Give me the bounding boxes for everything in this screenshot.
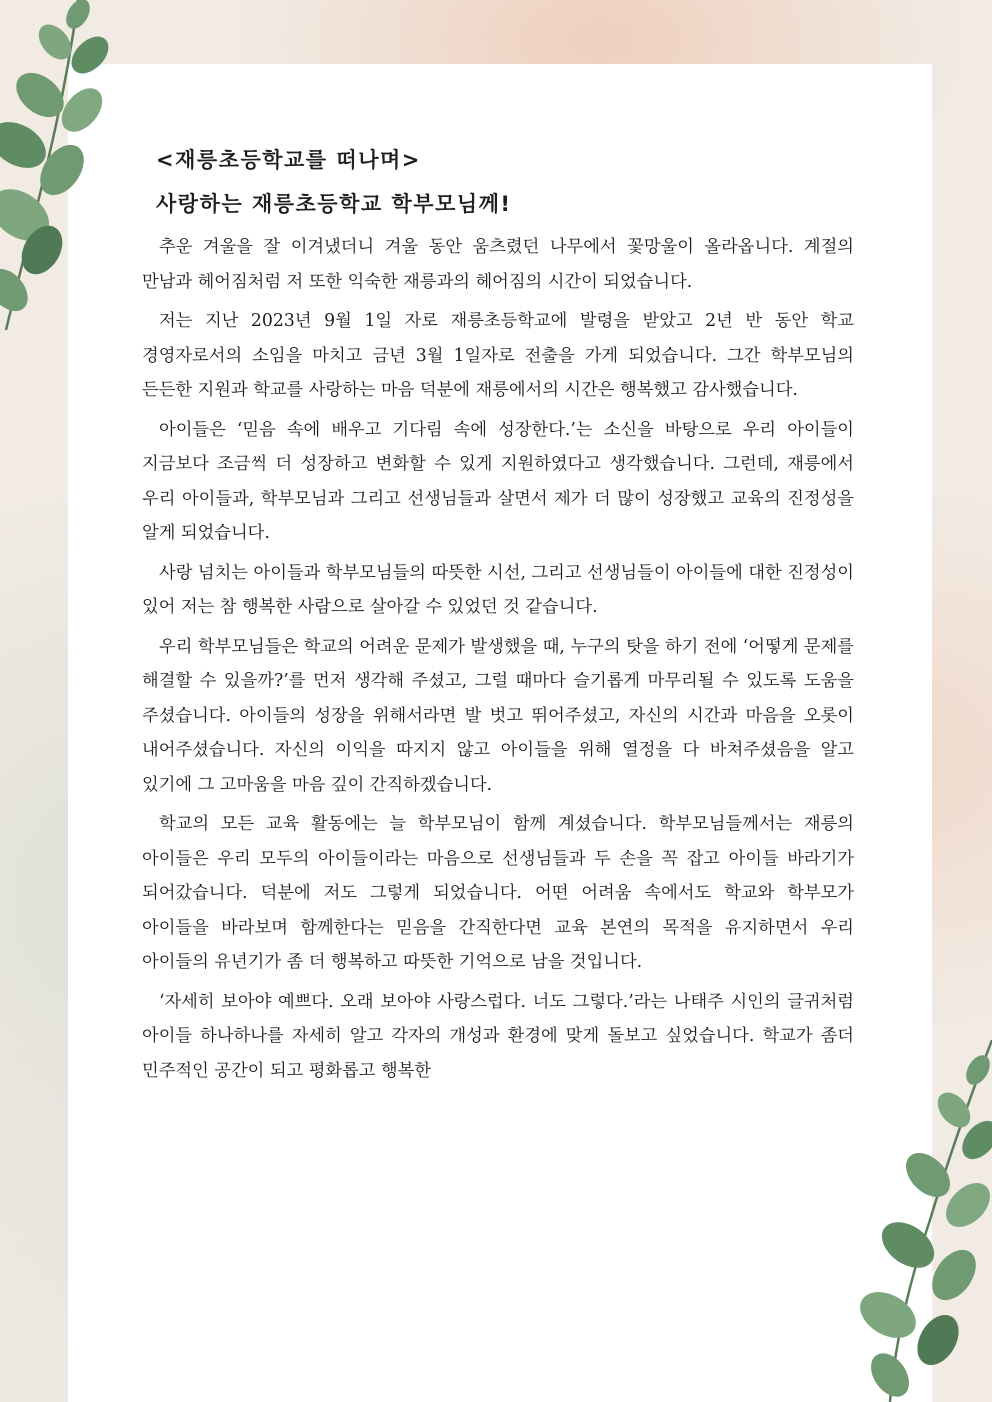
eucalyptus-branch-top-left-icon (0, 0, 130, 330)
paragraph-1: 추운 겨울을 잘 이겨냈더니 겨울 동안 움츠렸던 나무에서 꽃망울이 올라옵니다. 계절의 만남과 헤어짐처럼 저 또한 익숙한 재릉과의 헤어짐의 시간이 되었습니다. (142, 237, 854, 292)
paragraph-6: 학교의 모든 교육 활동에는 늘 학부모님이 함께 계셨습니다. 학부모님들께서는 재릉의 아이들은 우리 모두의 아이들이라는 마음으로 선생님들과 두 손을 꼭 잡고 아이들 바라기가 되어갔습니다. 덕분에 저도 그렇게 되었습니다. 어떤 어려움 속에서도 학교와 학부모가 아이들을 바라보며 함께한다는 믿음을 간직한다면 교육 본연의 목적을 유지하면서 우리 아이들의 유년기가 좀 더 행복하고 따뜻한 기억으로 남을 것입니다. (142, 814, 854, 972)
paragraph-3: 아이들은 ‘믿음 속에 배우고 기다림 속에 성장한다.’는 소신을 바탕으로 우리 아이들이 지금보다 조금씩 더 성장하고 변화할 수 있게 지원하였다고 생각했습니다. 그런데, 재릉에서 우리 아이들과, 학부모님과 그리고 선생님들과 살면서 제가 더 많이 성장했고 교육의 진정성을 알게 되었습니다. (142, 419, 854, 543)
paragraph-4: 사랑 넘치는 아이들과 학부모님들의 따뜻한 시선, 그리고 선생님들이 아이들에 대한 진정성이 있어 저는 참 행복한 사람으로 살아갈 수 있었던 것 같습니다. (142, 562, 854, 617)
paragraph-5: 우리 학부모님들은 학교의 어려운 문제가 발생했을 때, 누구의 탓을 하기 전에 ‘어떻게 문제를 해결할 수 있을까?’를 먼저 생각해 주셨고, 그럴 때마다 슬기롭게 마무리될 수 있도록 도움을 주셨습니다. 아이들의 성장을 위해서라면 발 벗고 뛰어주셨고, 자신의 시간과 마음을 오롯이 내어주셨습니다. 자신의 이익을 따지지 않고 아이들을 위해 열정을 다 바쳐주셨음을 알고 있기에 그 고마움을 마음 깊이 간직하겠습니다. (142, 636, 854, 795)
paragraph-7: ‘자세히 보아야 예쁘다. 오래 보아야 사랑스럽다. 너도 그렇다.’라는 나태주 시인의 글귀처럼 아이들 하나하나를 자세히 알고 각자의 개성과 환경에 맞게 돌보고 싶었습니다. 학교가 좀더 민주적인 공간이 되고 평화롭고 행복한 (142, 991, 854, 1081)
letter-title: <재릉초등학교를 떠나며> (156, 148, 421, 172)
letter-body (142, 140, 854, 1093)
eucalyptus-branch-bottom-right-icon (850, 1040, 992, 1402)
letter-greeting: 사랑하는 재릉초등학교 학부모님께! (156, 192, 512, 216)
paragraph-2: 저는 지난 2023년 9월 1일 자로 재릉초등학교에 발령을 받았고 2년 반 동안 학교 경영자로서의 소임을 마치고 금년 3월 1일자로 전출을 가게 되었습니다. 그간 학부모님의 든든한 지원과 학교를 사랑하는 마음 덕분에 재릉에서의 시간은 행복했고 감사했습니다. (142, 311, 854, 400)
